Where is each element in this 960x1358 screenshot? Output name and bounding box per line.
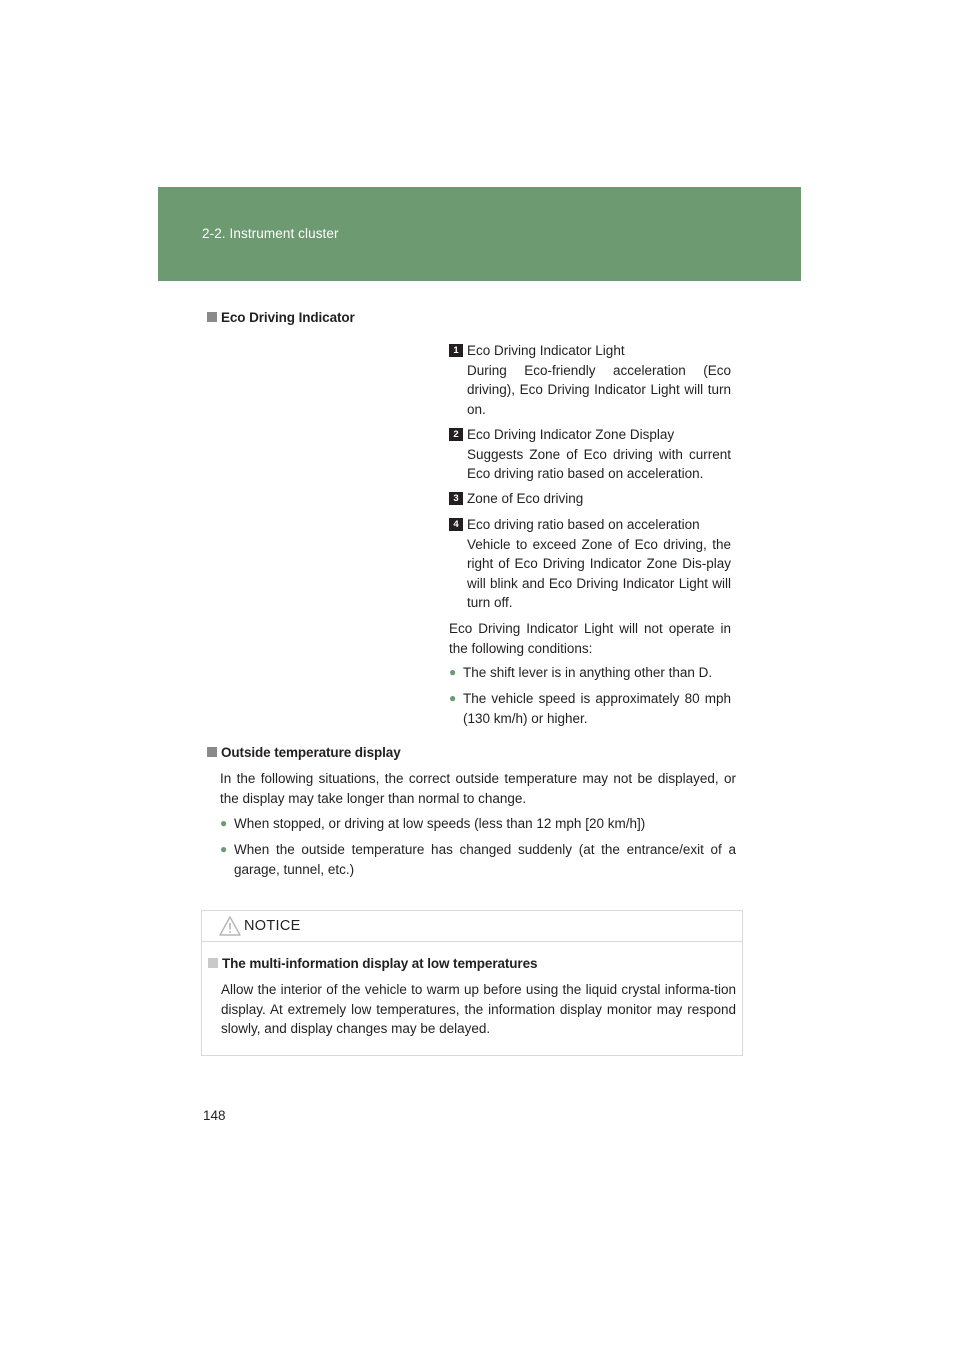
condition-text: The shift lever is in anything other than D. xyxy=(463,665,713,680)
eco-item-desc: Suggests Zone of Eco driving with current Eco driving ratio based on acceleration. xyxy=(467,446,731,481)
eco-item-1 xyxy=(449,341,731,419)
condition-text: The vehicle speed is approximately 80 mph (130 km/h) or higher. xyxy=(463,691,731,726)
eco-indicator-illustration xyxy=(220,344,425,604)
eco-item-title: Eco Driving Indicator Zone Display xyxy=(467,427,675,442)
notice-header xyxy=(202,911,742,942)
bullet-dot-icon: ● xyxy=(449,691,457,705)
eco-item-3 xyxy=(449,489,731,509)
heading-square-icon xyxy=(208,958,218,968)
eco-item-2 xyxy=(449,425,731,484)
warning-triangle-icon xyxy=(219,916,241,936)
callout-number-3: 3 xyxy=(449,492,463,505)
heading-square-icon xyxy=(207,312,217,322)
eco-note: Eco Driving Indicator Light will not operate in the following conditions: xyxy=(449,621,731,656)
notice-heading-text: The multi-information display at low temperatures xyxy=(222,956,538,971)
callout-number-1: 1 xyxy=(449,344,463,357)
notice-heading xyxy=(208,956,537,971)
bullet-dot-icon: ● xyxy=(449,665,457,679)
outside-bullet-text: When stopped, or driving at low speeds (less than 12 mph [20 km/h]) xyxy=(234,816,646,831)
notice-title: NOTICE xyxy=(244,918,301,934)
outside-intro: In the following situations, the correct outside temperature may not be displayed, or the display may take longer than normal to change. xyxy=(220,771,736,806)
eco-heading-text: Eco Driving Indicator xyxy=(221,310,355,325)
eco-item-4 xyxy=(449,515,731,613)
eco-item-desc: Vehicle to exceed Zone of Eco driving, the right of Eco Driving Indicator Zone Dis-play will blink and Eco Driving Indicator Light will turn off. xyxy=(467,536,731,610)
notice-box xyxy=(201,910,743,1056)
eco-item-desc: During Eco-friendly acceleration (Eco driving), Eco Driving Indicator Light will turn on. xyxy=(467,362,731,417)
eco-item-title: Zone of Eco driving xyxy=(467,491,584,506)
callout-number-4: 4 xyxy=(449,518,463,531)
eco-item-title: Eco Driving Indicator Light xyxy=(467,343,625,358)
bullet-dot-icon: ● xyxy=(220,816,228,830)
section-label: 2-2. Instrument cluster xyxy=(202,226,339,241)
outside-bullet-text: When the outside temperature has changed suddenly (at the entrance/exit of a garage, tunnel, etc.) xyxy=(234,842,736,877)
condition-item xyxy=(449,663,731,683)
callout-number-2: 2 xyxy=(449,428,463,441)
eco-item-title: Eco driving ratio based on acceleration xyxy=(467,517,700,532)
notice-body: Allow the interior of the vehicle to warm up before using the liquid crystal informa-tion display. At extremely low temperatures, the information display monitor may respond slowly, and display changes may be delayed. xyxy=(221,982,736,1036)
outside-bullet xyxy=(220,840,736,879)
page-number: 148 xyxy=(203,1108,226,1123)
bullet-dot-icon: ● xyxy=(220,842,228,856)
eco-heading xyxy=(207,310,355,325)
outside-bullet xyxy=(220,814,736,834)
outside-heading xyxy=(207,745,401,760)
heading-square-icon xyxy=(207,747,217,757)
condition-item xyxy=(449,689,731,728)
outside-heading-text: Outside temperature display xyxy=(221,745,401,760)
